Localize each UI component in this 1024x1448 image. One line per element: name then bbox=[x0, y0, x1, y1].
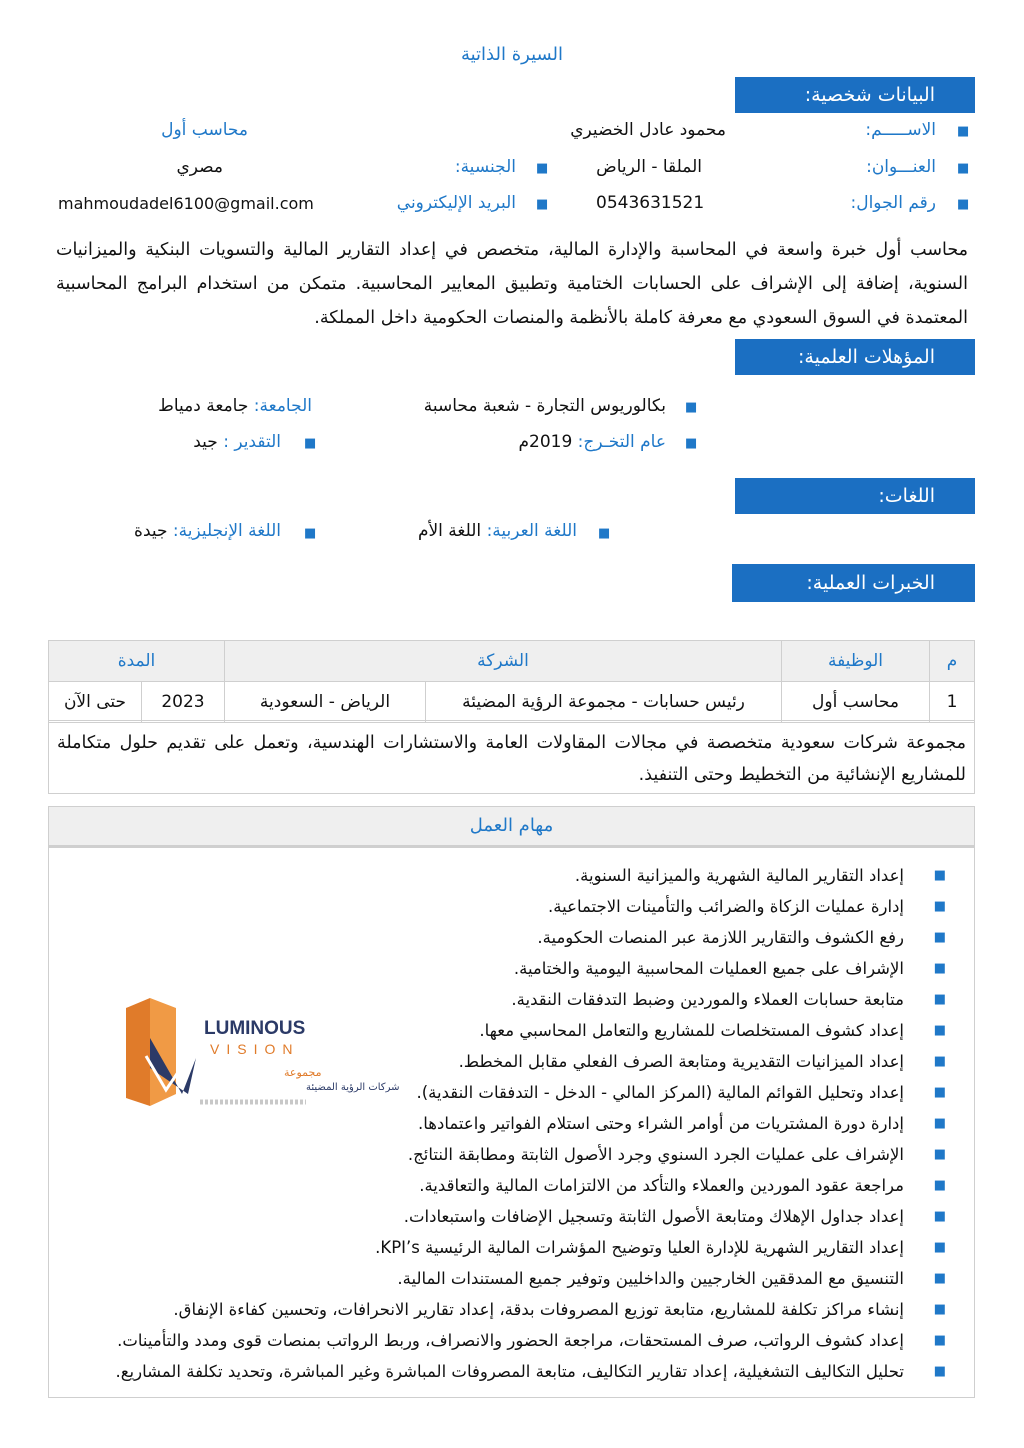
header-duration: المدة bbox=[49, 641, 225, 682]
section-education: المؤهلات العلمية: bbox=[735, 339, 975, 375]
header-job: الوظيفة bbox=[782, 641, 930, 682]
task-item bbox=[116, 1294, 946, 1325]
bullet-icon: ■ bbox=[957, 161, 970, 176]
tasks-box bbox=[48, 846, 975, 1398]
summary-paragraph: محاسب أول خبرة واسعة في المحاسبة والإدارة المالية، متخصص في إعداد التقارير المالية والتسويات البنكية والميزانيات السنوية، إضافة إلى الإشراف على الحسابات الختامية وتطبيق المعايير المحاسبية. متمكن من استخدام البرامج المحاسبية المعتمدة في السوق السعودي مع معرفة كاملة بالأنظمة والمنصات الحكومية داخل المملكة. bbox=[56, 240, 968, 328]
bullet-icon: ■ bbox=[536, 161, 549, 176]
logo-brand-bottom: VISION bbox=[210, 1041, 300, 1057]
section-experience: الخبرات العملية: bbox=[732, 564, 975, 602]
task-item bbox=[116, 860, 946, 891]
task-item bbox=[116, 1170, 946, 1201]
nationality-label: الجنسية: bbox=[454, 157, 516, 177]
bullet-icon: ■ bbox=[957, 124, 970, 139]
task-text: إدارة عمليات الزكاة والضرائب والتأمينات الاجتماعية. bbox=[548, 897, 904, 916]
name-label: الاســـــم: bbox=[865, 120, 936, 140]
task-item bbox=[116, 1325, 946, 1356]
section-languages: اللغات: bbox=[735, 478, 975, 514]
task-text: متابعة حسابات العملاء والموردين وضبط التدفقات النقدية. bbox=[511, 990, 904, 1009]
task-text: الإشراف على جميع العمليات المحاسبية اليومية والختامية. bbox=[513, 959, 904, 978]
email-value[interactable]: mahmoudadel6100@gmail.com bbox=[58, 194, 314, 213]
university-value: جامعة دمياط bbox=[158, 396, 249, 416]
row-location: الرياض - السعودية bbox=[225, 682, 426, 723]
logo-arabic-line1: مجموعة bbox=[284, 1066, 322, 1079]
task-text: التنسيق مع المدققين الخارجيين والداخليين وتوفير جميع المستندات المالية. bbox=[397, 1269, 904, 1288]
tasks-list bbox=[115, 860, 946, 1387]
bullet-icon: ■ bbox=[933, 930, 946, 945]
task-text: إعداد كشوف المستخلصات للمشاريع والتعامل المحاسبي معها. bbox=[479, 1021, 904, 1040]
row-end: حتى الآن bbox=[49, 682, 142, 723]
grade-value: جيد bbox=[193, 432, 218, 452]
task-text: رفع الكشوف والتقارير اللازمة عبر المنصات الحكومية. bbox=[537, 928, 904, 947]
task-item bbox=[116, 1201, 946, 1232]
task-text: إعداد جداول الإهلاك ومتابعة الأصول الثابتة وتسجيل الإضافات واستبعادات. bbox=[403, 1207, 904, 1226]
bullet-icon: ■ bbox=[304, 526, 317, 541]
table-header-row bbox=[49, 641, 975, 682]
task-item bbox=[116, 891, 946, 922]
nationality-value: مصري bbox=[176, 157, 223, 177]
bullet-icon: ■ bbox=[933, 1271, 946, 1286]
row-job: محاسب أول bbox=[782, 682, 930, 723]
table-row bbox=[49, 682, 975, 723]
experience-table bbox=[48, 640, 975, 723]
english-label: اللغة الإنجليزية: bbox=[172, 521, 281, 541]
task-text: إدارة دورة المشتريات من أوامر الشراء وحتى استلام الفواتير واعتمادها. bbox=[418, 1114, 904, 1133]
logo-brand-top: LUMINOUS bbox=[204, 1018, 306, 1039]
bullet-icon: ■ bbox=[933, 1240, 946, 1255]
task-item bbox=[116, 922, 946, 953]
bullet-icon: ■ bbox=[685, 400, 698, 415]
bullet-icon: ■ bbox=[933, 899, 946, 914]
row-position: رئيس حسابات - مجموعة الرؤية المضيئة bbox=[426, 682, 782, 723]
graduation-value: 2019م bbox=[518, 432, 573, 452]
address-label: العنـــوان: bbox=[866, 157, 936, 177]
task-text: مراجعة عقود الموردين والعملاء والتأكد من الالتزامات المالية والتعاقدية. bbox=[419, 1176, 904, 1195]
row-num: 1 bbox=[930, 682, 975, 723]
bullet-icon: ■ bbox=[933, 1023, 946, 1038]
task-text: إعداد كشوف الرواتب، صرف المستحقات، مراجعة الحضور والانصراف، وربط الرواتب بمنصات قوى ومدد والتأمينات. bbox=[117, 1331, 904, 1350]
bullet-icon: ■ bbox=[933, 1085, 946, 1100]
university-label: الجامعة: bbox=[253, 396, 312, 416]
task-text: إعداد التقارير المالية الشهرية والميزانية السنوية. bbox=[574, 866, 904, 885]
grade-label: التقدير : bbox=[223, 432, 281, 452]
task-text: إعداد وتحليل القوائم المالية (المركز المالي - الدخل - التدفقات النقدية). bbox=[416, 1083, 904, 1102]
tasks-heading: مهام العمل bbox=[48, 806, 975, 846]
name-value: محمود عادل الخضيري bbox=[570, 120, 726, 140]
section-personal: البيانات شخصية: bbox=[735, 77, 975, 113]
english-value: جيدة bbox=[134, 521, 168, 541]
task-text: إعداد الميزانيات التقديرية ومتابعة الصرف الفعلي مقابل المخطط. bbox=[458, 1052, 904, 1071]
bullet-icon: ■ bbox=[933, 1333, 946, 1348]
bullet-icon: ■ bbox=[933, 1364, 946, 1379]
task-text: إعداد التقارير الشهرية للإدارة العليا وتوضيح المؤشرات المالية الرئيسية KPI’s. bbox=[375, 1238, 904, 1257]
bullet-icon: ■ bbox=[957, 197, 970, 212]
bullet-icon: ■ bbox=[933, 868, 946, 883]
bullet-icon: ■ bbox=[598, 526, 611, 541]
task-text: تحليل التكاليف التشغيلية، إعداد تقارير التكاليف، متابعة المصروفات المباشرة وغير المباشرة، وتحديد تكلفة المشاريع. bbox=[115, 1362, 904, 1381]
arabic-value: اللغة الأم bbox=[417, 521, 482, 541]
company-description: مجموعة شركات سعودية متخصصة في مجالات المقاولات العامة والاستشارات الهندسية، وتعمل على تقديم حلول متكاملة للمشاريع الإنشائية من التخطيط وحتى التنفيذ. bbox=[48, 720, 975, 794]
bullet-icon: ■ bbox=[933, 1302, 946, 1317]
email-label: البريد الإليكتروني bbox=[396, 193, 516, 213]
bullet-icon: ■ bbox=[933, 1178, 946, 1193]
task-text: الإشراف على عمليات الجرد السنوي وجرد الأصول الثابتة ومطابقة النتائج. bbox=[407, 1145, 904, 1164]
task-item bbox=[116, 1263, 946, 1294]
logo-orange-bar-icon bbox=[126, 998, 150, 1106]
logo-arabic-line2: شركات الرؤية المضيئة bbox=[306, 1082, 400, 1093]
bullet-icon: ■ bbox=[933, 1147, 946, 1162]
bullet-icon: ■ bbox=[933, 992, 946, 1007]
bullet-icon: ■ bbox=[536, 197, 549, 212]
task-item bbox=[116, 1139, 946, 1170]
degree-value: بكالوريوس التجارة - شعبة محاسبة bbox=[423, 396, 666, 416]
bullet-icon: ■ bbox=[933, 1116, 946, 1131]
bullet-icon: ■ bbox=[685, 436, 698, 451]
arabic-label: اللغة العربية: bbox=[486, 521, 577, 541]
bullet-icon: ■ bbox=[933, 1054, 946, 1069]
task-item bbox=[116, 1232, 946, 1263]
job-title: محاسب أول bbox=[161, 120, 248, 140]
address-value: الملقا - الرياض bbox=[596, 157, 702, 177]
luminous-vision-logo bbox=[120, 998, 400, 1116]
phone-label: رقم الجوال: bbox=[850, 193, 936, 213]
task-item bbox=[115, 1356, 946, 1387]
task-text: إنشاء مراكز تكلفة للمشاريع، متابعة توزيع المصروفات بدقة، إعداد تقارير الانحرافات، وتحسين كفاءة الإنفاق. bbox=[173, 1300, 904, 1319]
bullet-icon: ■ bbox=[933, 1209, 946, 1224]
header-company: الشركة bbox=[225, 641, 782, 682]
bullet-icon: ■ bbox=[933, 961, 946, 976]
header-num: م bbox=[930, 641, 975, 682]
phone-value: 0543631521 bbox=[596, 193, 705, 213]
bullet-icon: ■ bbox=[304, 436, 317, 451]
document-title: السيرة الذاتية bbox=[460, 44, 564, 65]
task-item bbox=[116, 953, 946, 984]
row-start: 2023 bbox=[142, 682, 225, 723]
graduation-label: عام التخـرج: bbox=[577, 432, 666, 452]
